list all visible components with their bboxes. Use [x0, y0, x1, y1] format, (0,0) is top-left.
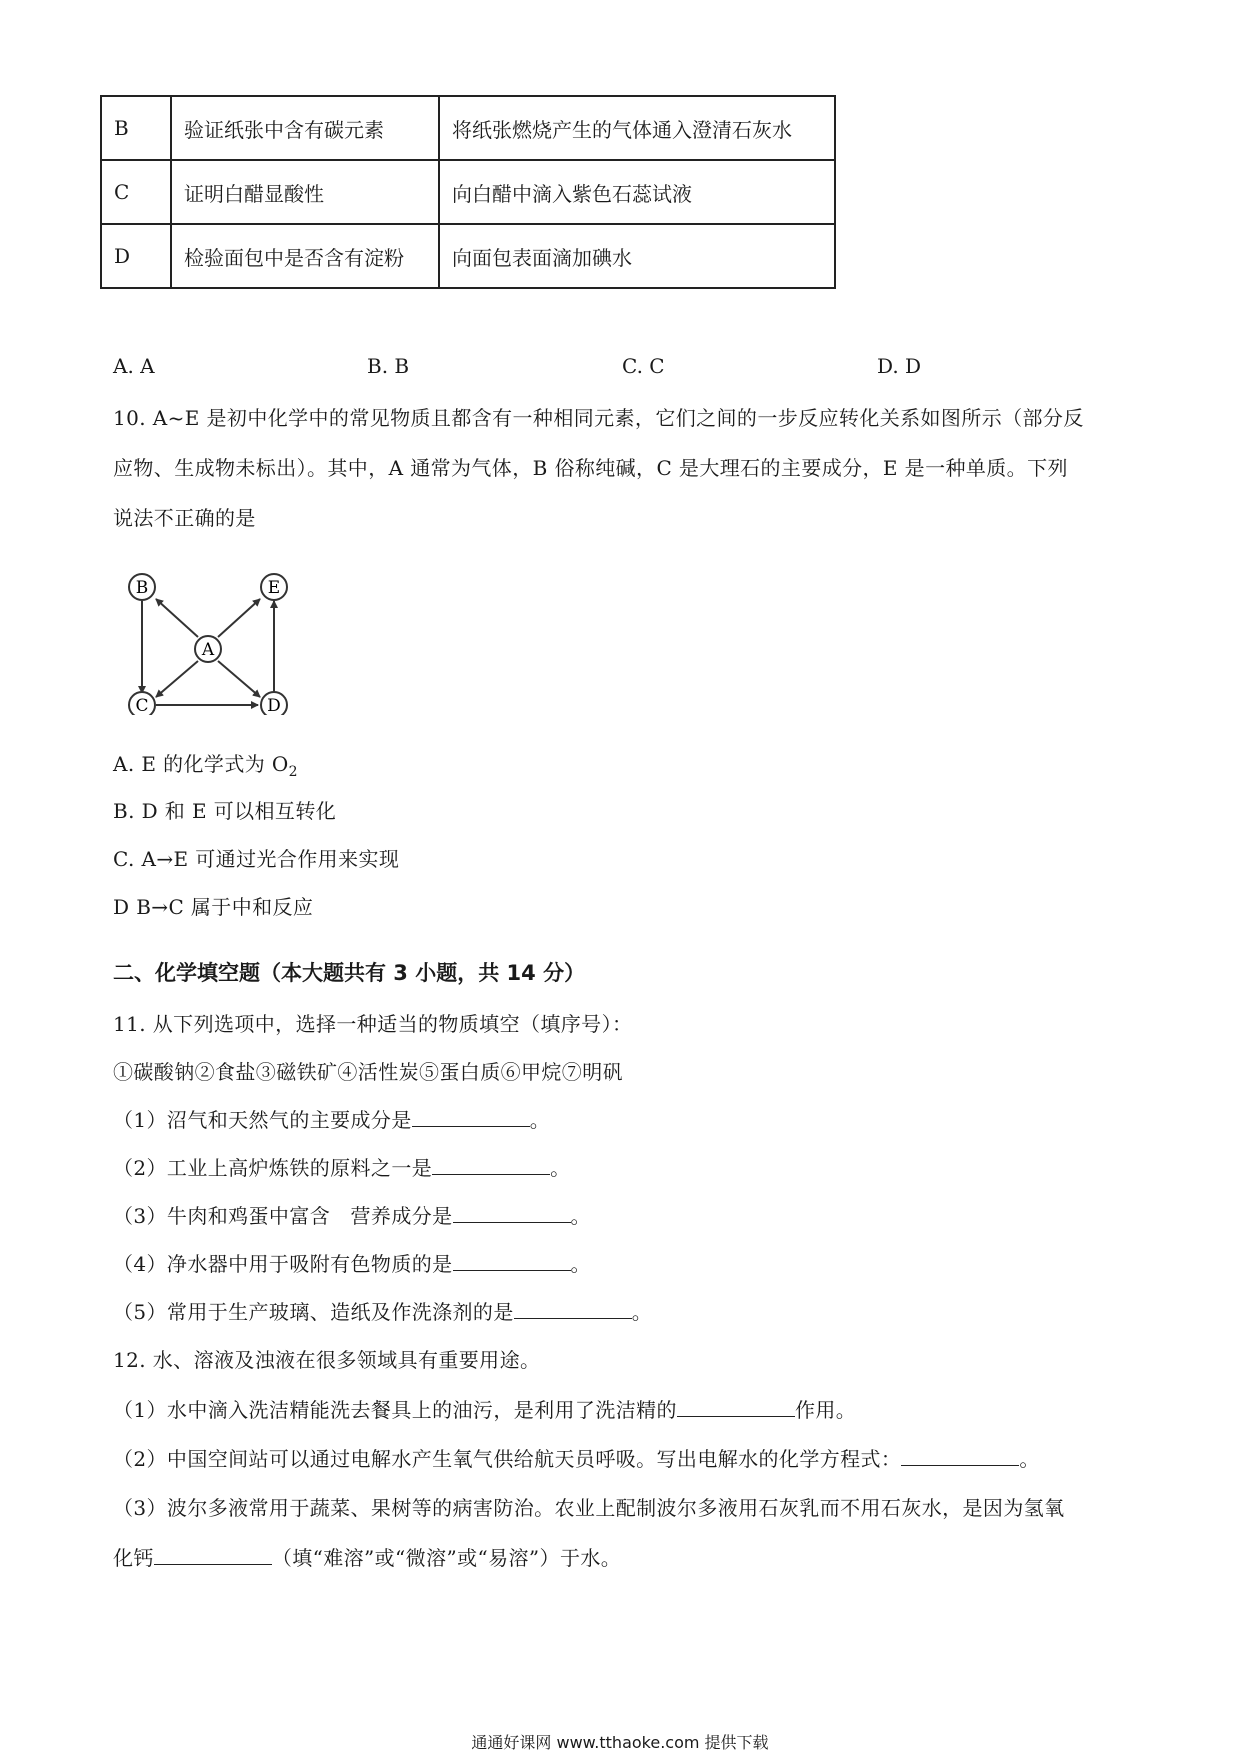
row-label: D — [101, 224, 171, 288]
q11-item-5-text: （5）常用于生产玻璃、造纸及作洗涤剂的是 — [113, 1300, 514, 1324]
q10-option-d: D B→C 属于中和反应 — [113, 895, 314, 919]
answer-blank[interactable] — [453, 1204, 571, 1223]
answer-blank[interactable] — [432, 1156, 550, 1175]
table-row — [101, 224, 835, 288]
q11-item-5-end: 。 — [631, 1300, 653, 1324]
q11-item-2-text: （2）工业上高炉炼铁的原料之一是 — [113, 1156, 433, 1180]
row-label: C — [101, 160, 171, 224]
experiment-purpose: 检验面包中是否含有淀粉 — [171, 224, 439, 288]
answer-blank[interactable] — [154, 1546, 272, 1565]
row-label: B — [101, 96, 171, 160]
q10-stem-line-2: 应物、生成物未标出）。其中，A 通常为气体，B 俗称纯碱，C 是大理石的主要成分，E 是一种单质。下列 — [113, 456, 1068, 480]
q11-item-4-end: 。 — [570, 1252, 591, 1276]
q12-item-2-end: 。 — [1019, 1447, 1040, 1471]
experiment-table — [100, 95, 836, 289]
q10-option-a-text: A. E 的化学式为 O — [113, 752, 289, 776]
q12-item-3-line-1: （3）波尔多液常用于蔬菜、果树等的病害防治。农业上配制波尔多液用石灰乳而不用石灰水，是因为氢氧 — [113, 1496, 1065, 1520]
q11-item-2-end: 。 — [550, 1156, 571, 1180]
q11-item-4 — [113, 1250, 591, 1278]
q11-item-4-text: （4）净水器中用于吸附有色物质的是 — [113, 1252, 453, 1276]
q12-item-2-text: （2）中国空间站可以通过电解水产生氧气供给航天员呼吸。写出电解水的化学方程式： — [113, 1447, 902, 1471]
q11-item-1-text: （1）沼气和天然气的主要成分是 — [113, 1108, 412, 1132]
q12-item-2 — [113, 1445, 1040, 1473]
q11-item-1 — [113, 1106, 550, 1134]
q10-stem-line-1: 10. A~E 是初中化学中的常见物质且都含有一种相同元素，它们之间的一步反应转化关系如图所示（部分反 — [113, 406, 1084, 430]
q12-item-3-text: 化钙 — [113, 1546, 154, 1570]
q12-stem: 12. 水、溶液及浊液在很多领域具有重要用途。 — [113, 1348, 541, 1372]
conversion-diagram — [118, 555, 298, 715]
arrow-a-to-b — [156, 599, 198, 637]
q10-option-c: C. A→E 可通过光合作用来实现 — [113, 847, 400, 871]
svg-text:B: B — [135, 578, 149, 598]
experiment-method: 向白醋中滴入紫色石蕊试液 — [439, 160, 835, 224]
q11-item-3 — [113, 1202, 591, 1230]
q11-item-3-end: 。 — [570, 1204, 591, 1228]
node-c — [129, 692, 155, 715]
svg-text:C: C — [135, 696, 149, 715]
node-a — [195, 636, 221, 662]
answer-blank[interactable] — [901, 1447, 1019, 1466]
node-e — [261, 574, 287, 600]
q11-item-5 — [113, 1298, 652, 1326]
q11-choices: ①碳酸钠②食盐③磁铁矿④活性炭⑤蛋白质⑥甲烷⑦明矾 — [113, 1060, 623, 1084]
q12-item-3-end: （填“难溶”或“微溶”或“易溶”）于水。 — [271, 1546, 622, 1570]
table-row — [101, 160, 835, 224]
page-footer: 通通好课网 www.tthaoke.com 提供下载 — [471, 1733, 769, 1752]
answer-blank[interactable] — [677, 1398, 795, 1417]
answer-blank[interactable] — [412, 1108, 530, 1127]
arrow-a-to-d — [218, 661, 260, 697]
q12-item-1-text: （1）水中滴入洗洁精能洗去餐具上的油污，是利用了洗洁精的 — [113, 1398, 677, 1422]
q9-option-a: A. A — [113, 354, 155, 378]
table-row — [101, 96, 835, 160]
arrow-a-to-e — [218, 599, 260, 637]
q10-option-b: B. D 和 E 可以相互转化 — [113, 799, 337, 823]
q9-option-d: D. D — [877, 354, 922, 378]
q10-option-a — [113, 750, 298, 786]
answer-blank[interactable] — [514, 1300, 632, 1319]
svg-text:A: A — [201, 640, 215, 660]
q11-item-1-end: 。 — [529, 1108, 551, 1132]
q10-stem-line-3: 说法不正确的是 — [113, 506, 256, 530]
q12-item-3-line-2 — [113, 1544, 621, 1572]
svg-text:D: D — [267, 696, 281, 715]
q9-option-b: B. B — [367, 354, 410, 378]
arrow-a-to-c — [156, 661, 198, 697]
node-b — [129, 574, 155, 600]
node-d — [261, 692, 287, 715]
q10-option-a-subscript: 2 — [288, 764, 298, 780]
q11-stem: 11. 从下列选项中，选择一种适当的物质填空（填序号）： — [113, 1012, 633, 1036]
section-2-heading: 二、化学填空题（本大题共有 3 小题，共 14 分） — [113, 961, 586, 985]
svg-text:E: E — [267, 578, 281, 598]
experiment-method: 向面包表面滴加碘水 — [439, 224, 835, 288]
experiment-method: 将纸张燃烧产生的气体通入澄清石灰水 — [439, 96, 835, 160]
q12-item-1-end: 作用。 — [794, 1398, 857, 1422]
q9-option-c: C. C — [622, 354, 665, 378]
q11-item-3-text: （3）牛肉和鸡蛋中富含 营养成分是 — [113, 1204, 453, 1228]
answer-blank[interactable] — [453, 1252, 571, 1271]
experiment-purpose: 证明白醋显酸性 — [171, 160, 439, 224]
q12-item-1 — [113, 1396, 856, 1424]
experiment-purpose: 验证纸张中含有碳元素 — [171, 96, 439, 160]
q11-item-2 — [113, 1154, 571, 1182]
